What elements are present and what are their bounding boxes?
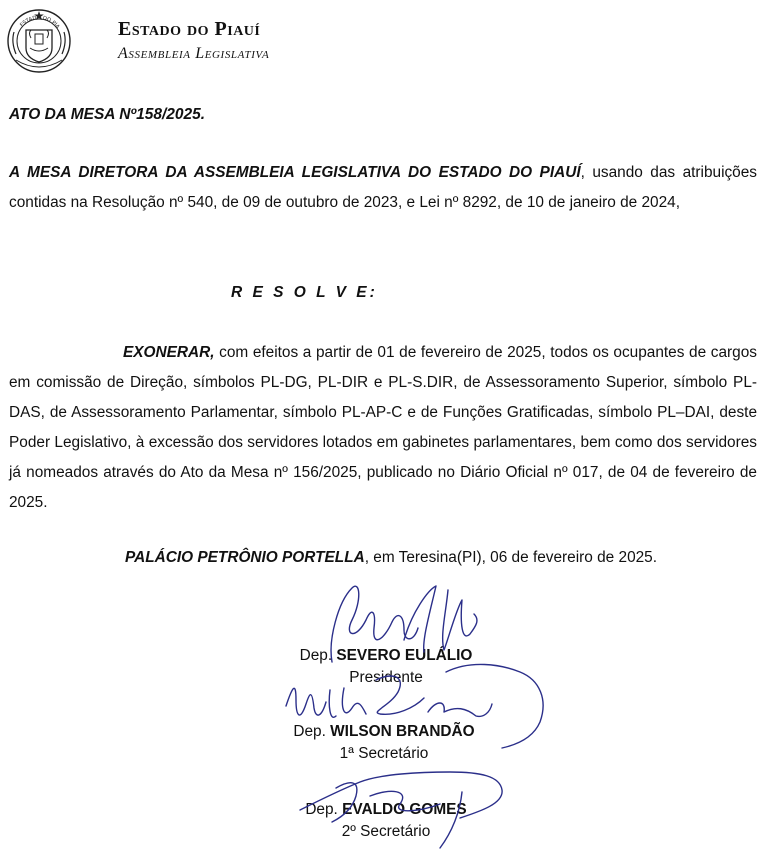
- document-title: ATO DA MESA Nº158/2025.: [9, 106, 206, 123]
- resolution-text: com efeitos a partir de 01 de fevereiro de 2025, todos os ocupantes de cargos em comissão de Direção, símbolos PL-DG, PL-DIR e PL-S.DIR, de Assessoramento Superior, símbolo PL-DAS, de Assessoramento Parlamentar, símbolo PL-AP-C e de Funções Gratificadas, símbolo PL–DAI, deste Poder Legislativo, à excessão dos servidores lotados em gabinetes parlamentares, bem como dos servidores já nomeados através do Ato da Mesa nº 156/2025, publicado no Diário Oficial nº 017, de 04 de fevereiro de 2025.: [9, 344, 757, 511]
- signatory-role: Presidente: [349, 669, 423, 686]
- svg-text:ESTADO DO PIAUÍ: [6, 8, 61, 30]
- signatory-prefix: Dep.: [293, 723, 331, 740]
- palace-name: PALÁCIO PETRÔNIO PORTELLA: [125, 549, 365, 566]
- signatory-role: 1ª Secretário: [339, 745, 429, 762]
- resolution-paragraph: [9, 338, 757, 518]
- resolve-heading: R E S O L V E:: [231, 284, 378, 301]
- resolution-lead: EXONERAR,: [123, 344, 215, 361]
- signatory-role: 2º Secretário: [341, 823, 431, 840]
- signatory-president: [236, 645, 536, 689]
- preamble-text: , usando das atribuições contidas na Resolução nº 540, de 09 de outubro de 2023, e Lei nº 8292, de 10 de janeiro de 2024,: [9, 164, 757, 211]
- signatory-first-secretary: [234, 721, 534, 765]
- state-seal-icon: [6, 8, 72, 74]
- header-text: [118, 16, 518, 64]
- preamble-lead: A MESA DIRETORA DA ASSEMBLEIA LEGISLATIVA DO ESTADO DO PIAUÍ: [9, 164, 581, 181]
- closing-line: [125, 544, 657, 572]
- closing-text: , em Teresina(PI), 06 de fevereiro de 2025.: [364, 549, 658, 566]
- signatory-name: WILSON BRANDÃO: [330, 723, 475, 740]
- signatory-name: SEVERO EULÁLIO: [336, 647, 473, 664]
- signatory-second-secretary: [236, 799, 536, 843]
- signatory-name: EVALDO GOMES: [342, 801, 467, 818]
- signatory-prefix: Dep.: [299, 647, 337, 664]
- preamble-paragraph: [9, 158, 757, 218]
- signatory-prefix: Dep.: [305, 801, 343, 818]
- seal-text: ESTADO DO PIA: [19, 15, 61, 31]
- assembly-name: Assembleia Legislativa: [118, 45, 270, 62]
- state-name: Estado do Piauí: [118, 18, 261, 40]
